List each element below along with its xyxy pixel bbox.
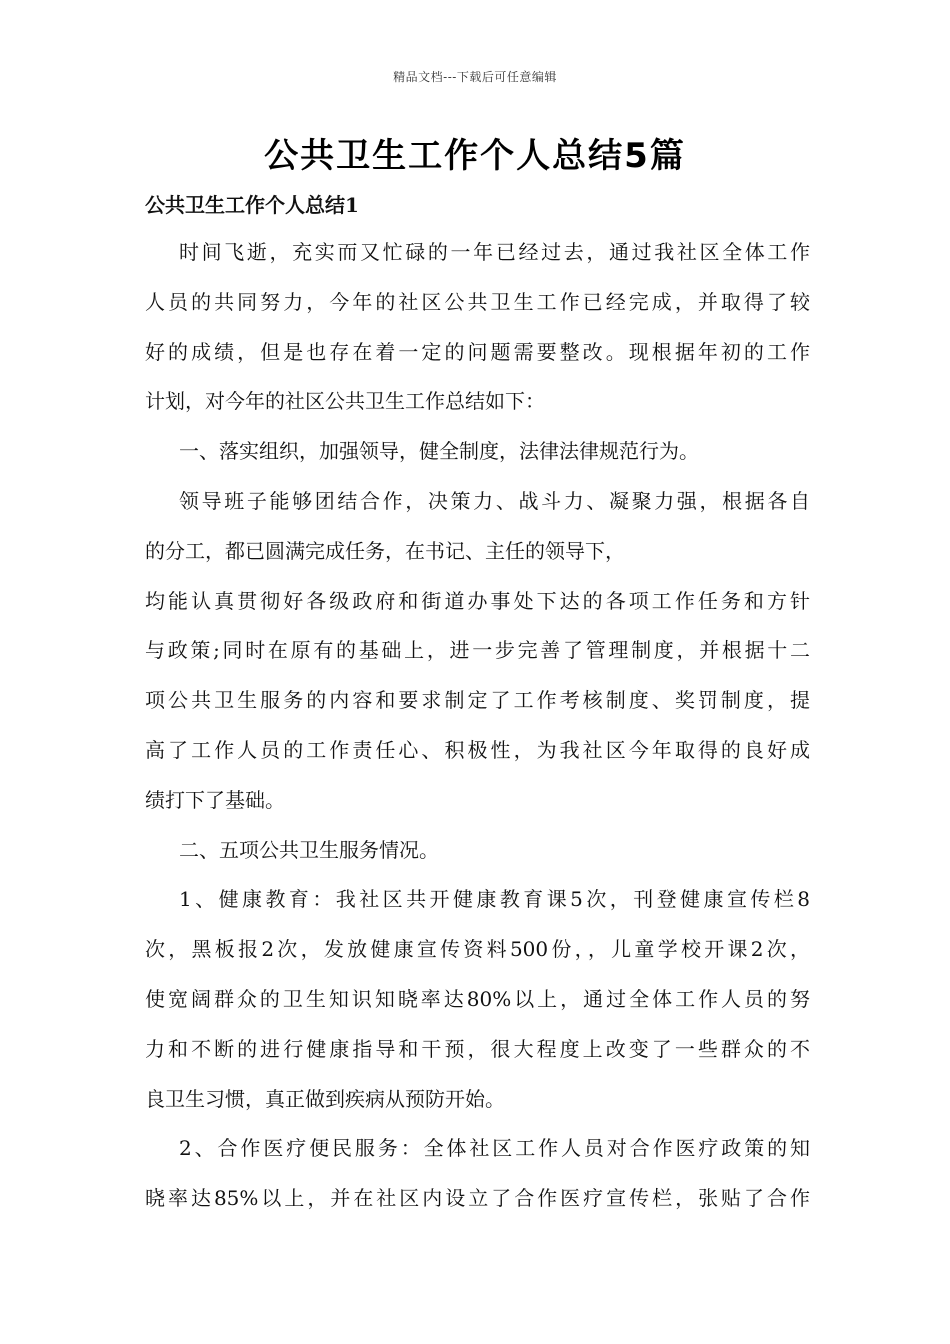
text-line: 计划，对今年的社区公共卫生工作总结如下： <box>145 389 545 414</box>
section-heading: 公共卫生工作个人总结1 <box>145 193 359 217</box>
body-text <box>145 228 810 1224</box>
text-line: 领导班子能够团结合作，决策力、战斗力、凝聚力强，根据各自 <box>179 488 810 513</box>
text-line: 次，黑板报2次，发放健康宣传资料500份，，儿童学校开课2次， <box>145 937 810 962</box>
text-line: 绩打下了基础。 <box>145 787 285 812</box>
text-line: 时间飞逝，充实而又忙碌的一年已经过去，通过我社区全体工作 <box>179 240 810 264</box>
text-line: 良卫生习惯，真正做到疾病从预防开始。 <box>145 1086 505 1111</box>
text-line: 人员的共同努力，今年的社区公共卫生工作已经完成，并取得了较 <box>145 289 810 314</box>
text-line: 与政策;同时在原有的基础上，进一步完善了管理制度，并根据十二 <box>145 638 810 663</box>
text-line: 好的成绩，但是也存在着一定的问题需要整改。现根据年初的工作 <box>145 339 810 364</box>
text-line: 晓率达85%以上，并在社区内设立了合作医疗宣传栏，张贴了合作 <box>145 1186 810 1211</box>
text-line: 均能认真贯彻好各级政府和街道办事处下达的各项工作任务和方针 <box>145 588 810 613</box>
header-note: 精品文档---下载后可任意编辑 <box>393 70 557 84</box>
text-line: 高了工作人员的工作责任心、积极性，为我社区今年取得的良好成 <box>145 737 810 762</box>
text-line: 1、健康教育：我社区共开健康教育课5次，刊登健康宣传栏8 <box>179 887 810 912</box>
text-line: 力和不断的进行健康指导和干预，很大程度上改变了一些群众的不 <box>145 1036 810 1061</box>
text-line: 2、合作医疗便民服务：全体社区工作人员对合作医疗政策的知 <box>179 1136 810 1161</box>
document-title: 公共卫生工作个人总结5篇 <box>264 136 686 176</box>
text-line: 二、五项公共卫生服务情况。 <box>179 837 439 862</box>
text-line: 的分工，都已圆满完成任务，在书记、主任的领导下， <box>145 538 625 563</box>
text-line: 使宽阔群众的卫生知识知晓率达80%以上，通过全体工作人员的努 <box>145 986 810 1011</box>
text-line: 一、落实组织，加强领导，健全制度，法律法律规范行为。 <box>179 439 699 464</box>
text-line: 项公共卫生服务的内容和要求制定了工作考核制度、奖罚制度，提 <box>145 688 810 713</box>
